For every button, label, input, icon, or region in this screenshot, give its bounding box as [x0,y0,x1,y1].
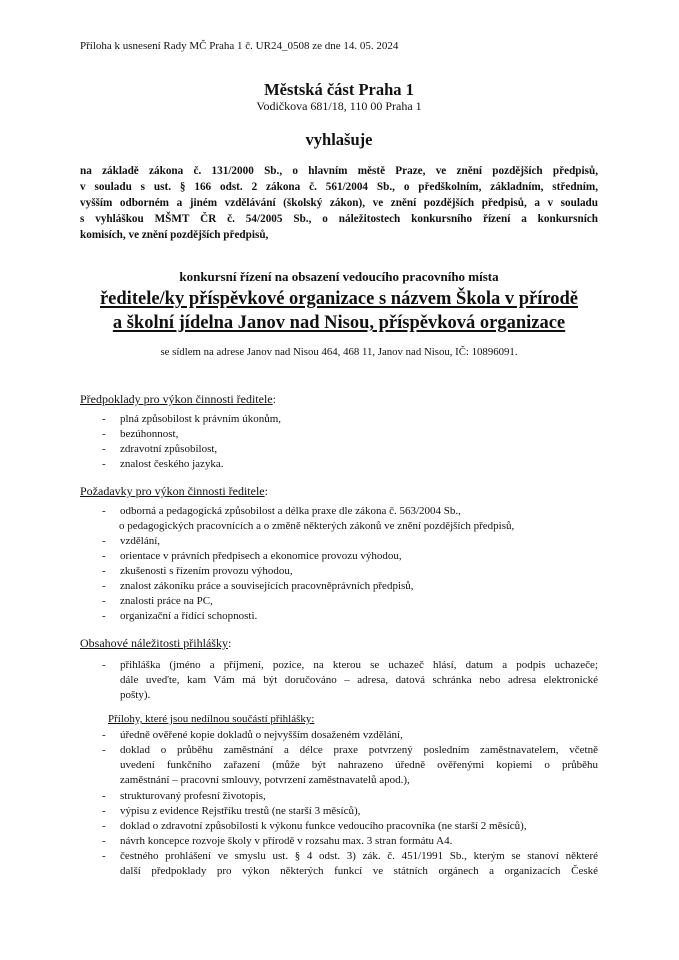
organization-name: Městská část Praha 1 [264,80,414,99]
legal-basis-paragraph [80,163,598,243]
bullet-dash: - [102,595,106,607]
bullet-dash: - [102,820,106,832]
bullet-dash: - [102,505,106,517]
subsection-heading-attachments: Přílohy, které jsou nedílnou součástí přihlášky: [108,713,315,725]
list-item: - vzdělání, [102,535,161,547]
legal-line: na základě zákona č. 131/2000 Sb., o hlavním městě Praze, ve znění pozdějších předpisů, [80,165,598,177]
bullet-dash: - [102,850,106,862]
bullet-dash: - [102,790,106,802]
legal-line: komisích, ve znění pozdějších předpisů, [80,229,269,241]
legal-line: v souladu s ust. § 166 odst. 2 zákona č. 561/2004 Sb., o předškolním, základním, středním, [80,181,598,193]
list-item: - znalosti práce na PC, [102,595,213,607]
bullet-dash: - [102,835,106,847]
legal-line: s vyhláškou MŠMT ČR č. 54/2005 Sb., o náležitostech konkursního řízení a konkursních [80,213,598,225]
list-item: - přihláška (jméno a příjmení, pozice, na kterou se uchazeč hlásí, datum a podpis uchazeče; dále uveďte, kam Vám má být doručováno – adresa, datová schránka nebo adresa elektronické pošty). [102,659,598,701]
announce-heading: vyhlašuje [305,130,373,149]
list-item: - bezúhonnost, [102,428,179,440]
bullet-dash: - [102,443,106,455]
list-item: - znalost zákoníku práce a souvisejících pracovněprávních předpisů, [102,580,414,592]
organization-seat: se sídlem na adrese Janov nad Nisou 464, 468 11, Janov nad Nisou, IČ: 10896091. [160,346,518,358]
list-item: - výpisu z evidence Rejstříku trestů (ne starší 3 měsíců), [102,805,361,817]
section-heading-requirements: Požadavky pro výkon činnosti ředitele: [80,484,268,498]
bullet-dash: - [102,535,106,547]
organization-address: Vodičkova 681/18, 110 00 Praha 1 [256,99,422,113]
list-item: - znalost českého jazyka. [102,458,224,470]
list-item: - plná způsobilost k právním úkonům, [102,413,282,425]
list-item: - úředně ověřené kopie dokladů o nejvyšším dosaženém vzdělání, [102,729,403,741]
list-item: - orientace v právních předpisech a ekonomice provozu výhodou, [102,550,402,562]
section-heading-prerequisites: Předpoklady pro výkon činnosti ředitele: [80,392,276,406]
list-item: - zdravotní způsobilost, [102,443,218,455]
bullet-dash: - [102,458,106,470]
bullet-dash: - [102,659,106,671]
list-item: - strukturovaný profesní životopis, [102,790,266,802]
position-title-line-2: a školní jídelna Janov nad Nisou, příspěvková organizace [112,313,566,333]
list-item: - návrh koncepce rozvoje školy v přírodě v rozsahu max. 3 stran formátu A4. [102,835,453,847]
list-item: - doklad o průběhu zaměstnání a délce praxe potvrzený posledním zaměstnavatelem, včetně uvedení funkčního zařazení (může být nahrazeno úředně ověřenými kopiemi o průběhu zaměstnání – pracovní smlouvy, potvrzení zaměstnavatelů apod.), [102,744,598,786]
list-item: - čestného prohlášení ve smyslu ust. § 4 odst. 3) zák. č. 451/1991 Sb., kterým se stanoví některé další předpoklady pro výkon některých funkcí ve státních orgánech a organizacích České [102,850,598,877]
legal-line: vyšším odborném a jiném vzdělávání (školský zákon), ve znění pozdějších předpisů, a v souladu [80,197,598,209]
bullet-dash: - [102,428,106,440]
bullet-dash: - [102,744,106,756]
bullet-dash: - [102,610,106,622]
bullet-dash: - [102,805,106,817]
bullet-dash: - [102,413,106,425]
bullet-dash: - [102,550,106,562]
bullet-dash: - [102,565,106,577]
list-item: - doklad o zdravotní způsobilosti k výkonu funkce vedoucího pracovníka (ne starší 2 měsíců), [102,820,527,832]
list-item: - organizační a řídící schopnosti. [102,610,258,622]
bullet-dash: - [102,580,106,592]
list-item: - odborná a pedagogická způsobilost a délka praxe dle zákona č. 563/2004 Sb., o pedagogických pracovnících a o změně některých zákonů ve znění pozdějších předpisů, [102,505,515,532]
bullet-dash: - [102,729,106,741]
competition-intro: konkursní řízení na obsazení vedoucího pracovního místa [179,269,499,284]
list-item: - zkušenosti s řízením provozu výhodou, [102,565,293,577]
position-title-line-1: ředitele/ky příspěvkové organizace s názvem Škola v přírodě [99,289,579,309]
attachment-header-note: Příloha k usnesení Rady MČ Praha 1 č. UR24_0508 ze dne 14. 05. 2024 [80,40,399,52]
section-heading-application: Obsahové náležitosti přihlášky: [80,636,232,650]
